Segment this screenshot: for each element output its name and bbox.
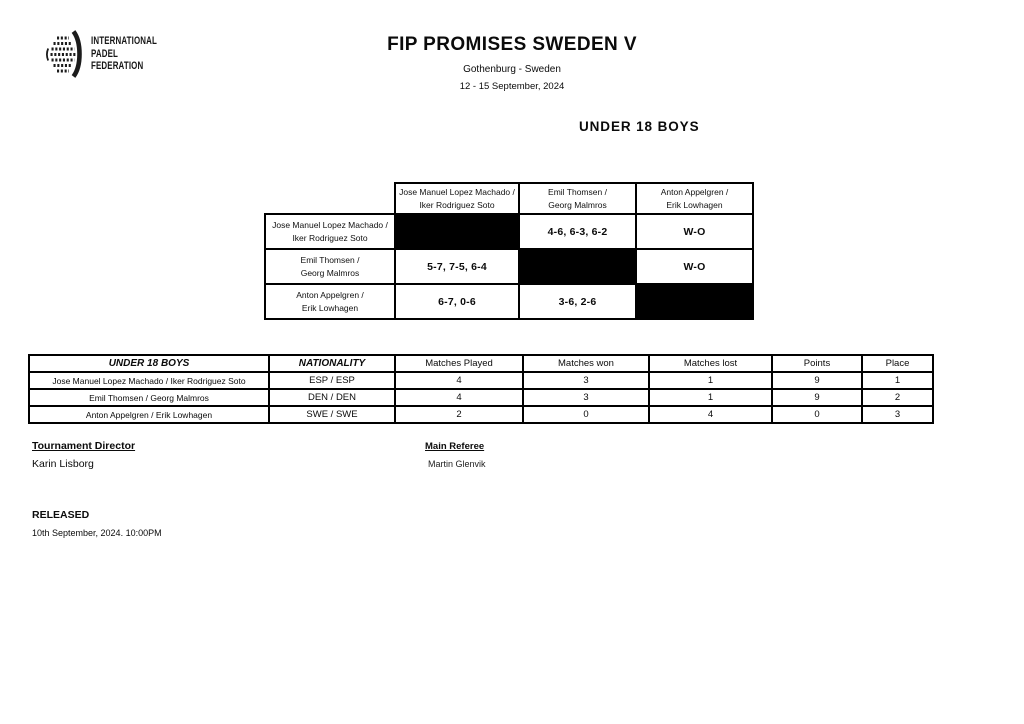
diagonal-blocked-cell — [636, 284, 753, 319]
tournament-director-name: Karin Lisborg — [32, 458, 94, 470]
matches-played-cell: 4 — [395, 389, 523, 406]
matrix-row-label-2 — [265, 249, 395, 284]
team-name-line: Georg Malmros — [300, 267, 360, 278]
main-referee-label: Main Referee — [425, 441, 485, 452]
event-title: FIP PROMISES SWEDEN V — [387, 34, 637, 55]
standings-header-place: Place — [862, 355, 933, 372]
standings-header-row — [29, 355, 933, 372]
standings-header-nationality: NATIONALITY — [269, 355, 395, 372]
matrix-col-header-3 — [636, 183, 753, 214]
released-label: RELEASED — [32, 509, 90, 521]
matrix-row-3 — [265, 284, 753, 319]
logo-line-3: FEDERATION — [91, 60, 144, 73]
standings-header-played: Matches Played — [395, 355, 523, 372]
team-name-line: Georg Malmros — [548, 199, 607, 210]
match-score-cell: 4-6, 6-3, 6-2 — [519, 214, 636, 249]
matrix-row-1 — [265, 214, 753, 249]
matrix-row-label-3 — [265, 284, 395, 319]
match-score-cell: 6-7, 0-6 — [395, 284, 519, 319]
place-cell: 1 — [862, 372, 933, 389]
results-matrix — [264, 182, 754, 320]
matrix-col-header-2 — [519, 183, 636, 214]
standings-header-category: UNDER 18 BOYS — [29, 355, 269, 372]
team-name-line: Anton Appelgren / — [296, 290, 364, 300]
released-datetime: 10th September, 2024. 10:00PM — [32, 528, 162, 538]
nationality-cell: SWE / SWE — [269, 406, 395, 423]
matches-played-cell: 4 — [395, 372, 523, 389]
matches-won-cell: 3 — [523, 372, 649, 389]
points-cell: 0 — [772, 406, 862, 423]
team-name-cell: Anton Appelgren / Erik Lowhagen — [29, 406, 269, 423]
matches-won-cell: 3 — [523, 389, 649, 406]
team-name-line: Iker Rodriguez Soto — [292, 232, 368, 243]
matches-lost-cell: 1 — [649, 372, 772, 389]
standings-table — [28, 354, 934, 424]
team-name-cell: Jose Manuel Lopez Machado / Iker Rodriguez Soto — [29, 372, 269, 389]
standings-header-lost: Matches lost — [649, 355, 772, 372]
place-cell: 2 — [862, 389, 933, 406]
logo-line-1: INTERNATIONAL — [91, 34, 157, 47]
team-name-line: Anton Appelgren / — [660, 187, 729, 197]
standings-row-2 — [29, 389, 933, 406]
matrix-col-header-1 — [395, 183, 519, 214]
team-name-line: Emil Thomsen / — [548, 187, 607, 197]
event-dates: 12 - 15 September, 2024 — [459, 81, 565, 92]
match-score-cell: 5-7, 7-5, 6-4 — [395, 249, 519, 284]
standings-row-1 — [29, 372, 933, 389]
matrix-corner-cell — [265, 183, 395, 214]
match-score-cell: W-O — [636, 214, 753, 249]
standings-row-3 — [29, 406, 933, 423]
matches-won-cell: 0 — [523, 406, 649, 423]
team-name-line: Jose Manuel Lopez Machado / — [399, 187, 515, 197]
nationality-cell: DEN / DEN — [269, 389, 395, 406]
team-name-line: Jose Manuel Lopez Machado / — [272, 220, 388, 230]
team-name-line: Erik Lowhagen — [301, 302, 359, 313]
tournament-director-label: Tournament Director — [32, 440, 136, 452]
matrix-header-row — [265, 183, 753, 214]
main-referee-name: Martin Glenvik — [428, 459, 486, 469]
matches-lost-cell: 1 — [649, 389, 772, 406]
match-score-cell: W-O — [636, 249, 753, 284]
place-cell: 3 — [862, 406, 933, 423]
matrix-row-2 — [265, 249, 753, 284]
team-name-cell: Emil Thomsen / Georg Malmros — [29, 389, 269, 406]
points-cell: 9 — [772, 389, 862, 406]
nationality-cell: ESP / ESP — [269, 372, 395, 389]
team-name-line: Erik Lowhagen — [666, 199, 723, 210]
category-title: UNDER 18 BOYS — [579, 119, 700, 134]
matrix-row-label-1 — [265, 214, 395, 249]
diagonal-blocked-cell — [395, 214, 519, 249]
matches-played-cell: 2 — [395, 406, 523, 423]
diagonal-blocked-cell — [519, 249, 636, 284]
points-cell: 9 — [772, 372, 862, 389]
matches-lost-cell: 4 — [649, 406, 772, 423]
event-location: Gothenburg - Sweden — [463, 64, 561, 75]
team-name-line: Iker Rodriguez Soto — [419, 199, 495, 210]
match-score-cell: 3-6, 2-6 — [519, 284, 636, 319]
logo-line-2: PADEL — [91, 47, 118, 60]
standings-header-points: Points — [772, 355, 862, 372]
standings-header-won: Matches won — [523, 355, 649, 372]
team-name-line: Emil Thomsen / — [300, 255, 360, 265]
